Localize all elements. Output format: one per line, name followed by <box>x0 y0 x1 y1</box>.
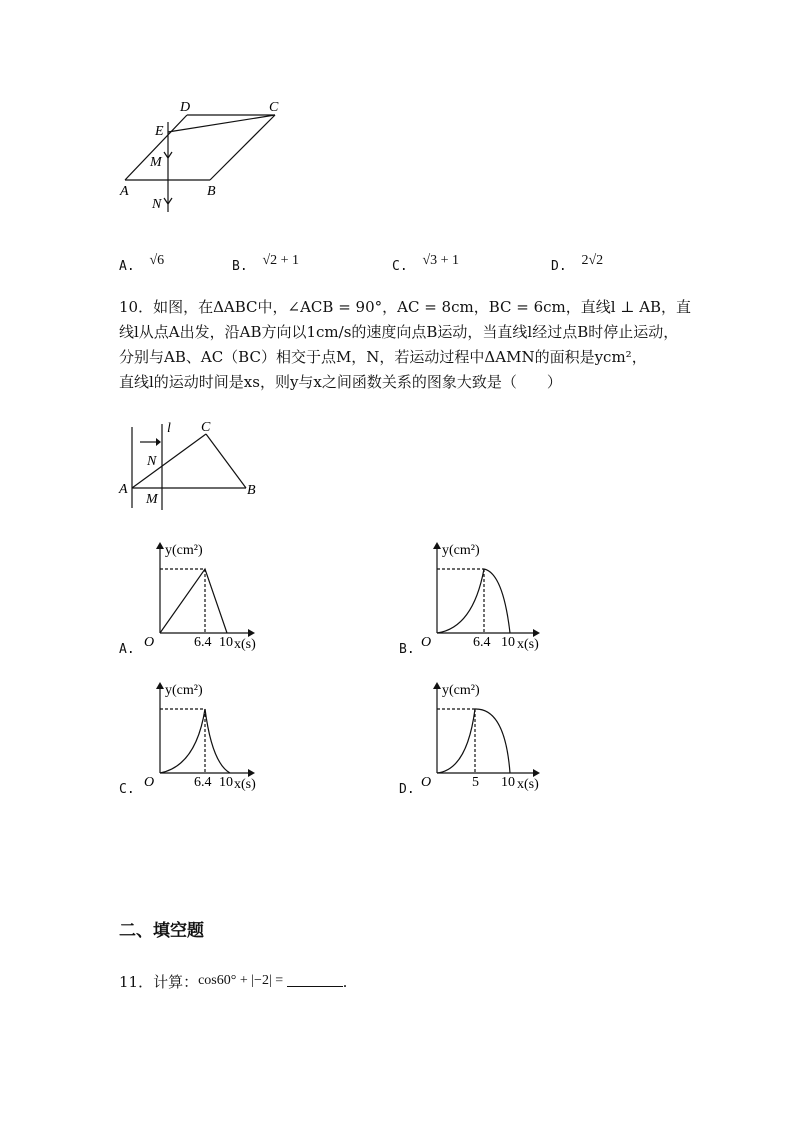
graph-b-letter: B. <box>399 642 415 657</box>
q9-option-c <box>392 254 459 278</box>
label-M: M <box>150 155 162 170</box>
label-E: E <box>155 124 164 139</box>
q11-expression: cos60° + |−2| = <box>198 973 287 988</box>
graph-tick1: 6.4 <box>194 635 212 650</box>
graph-tick2: 10 <box>501 775 515 790</box>
label-l: l <box>167 421 171 436</box>
graph-a-letter: A. <box>119 642 135 657</box>
graph-tick2: 10 <box>219 635 233 650</box>
q11-line <box>119 971 347 995</box>
graph-origin: O <box>144 635 155 650</box>
label-C: C <box>269 100 279 115</box>
triangle-figure <box>110 412 270 514</box>
q11-suffix: . <box>342 973 348 991</box>
graph-ylabel: y(cm²) <box>442 543 480 558</box>
label-N: N <box>152 197 162 212</box>
graph-xlabel: x(s) <box>517 637 539 652</box>
option-letter: C. <box>392 259 408 274</box>
graph-origin: O <box>144 775 155 790</box>
graph-ylabel: y(cm²) <box>165 543 203 558</box>
graph-tick1: 6.4 <box>194 775 212 790</box>
option-value: √3 + 1 <box>422 253 460 268</box>
option-letter: B. <box>232 259 248 274</box>
label-A: A <box>119 482 128 497</box>
graph-c-letter: C. <box>119 782 135 797</box>
graph-ylabel: y(cm²) <box>165 683 203 698</box>
q10-line-3: 分别与AB、AC（BC）相交于点M，N，若运动过程中ΔAMN的面积是ycm²， <box>119 348 647 366</box>
graph-origin: O <box>421 775 432 790</box>
option-value: √2 + 1 <box>262 253 300 268</box>
graph-a <box>138 538 258 658</box>
graph-tick1: 5 <box>472 775 479 790</box>
q10-line-4: 直线l的运动时间是xs，则y与x之间函数关系的图象大致是（ ） <box>119 373 562 391</box>
graph-b <box>415 538 545 658</box>
label-D: D <box>180 100 191 115</box>
label-C: C <box>201 420 211 435</box>
graph-origin: O <box>421 635 432 650</box>
q9-option-d <box>551 254 603 278</box>
graph-ylabel: y(cm²) <box>442 683 480 698</box>
section-heading: 二、填空题 <box>119 921 204 941</box>
label-N: N <box>147 454 157 469</box>
option-value: 2√2 <box>581 253 604 268</box>
graph-xlabel: x(s) <box>234 637 256 652</box>
q9-option-b <box>232 254 299 278</box>
option-letter: A. <box>119 259 135 274</box>
label-A: A <box>120 184 129 199</box>
graph-tick2: 10 <box>501 635 515 650</box>
label-B: B <box>247 483 256 498</box>
graph-xlabel: x(s) <box>517 777 539 792</box>
graph-tick1: 6.4 <box>473 635 491 650</box>
graph-c <box>138 678 258 798</box>
q11-answer-blank[interactable] <box>287 972 343 987</box>
q10-line-1: 10．如图，在ΔABC中，∠ACB = 90°，AC = 8cm，BC = 6cm，直线l ⊥ AB，直 <box>119 298 692 316</box>
parallelogram-figure <box>110 92 300 217</box>
label-B: B <box>207 184 216 199</box>
q10-line-2: 线l从点A出发，沿AB方向以1cm/s的速度向点B运动，当直线l经过点B时停止运动， <box>119 323 679 341</box>
graph-xlabel: x(s) <box>234 777 256 792</box>
option-letter: D. <box>551 259 567 274</box>
graph-tick2: 10 <box>219 775 233 790</box>
option-value: √6 <box>149 253 165 268</box>
q11-prefix: 11．计算： <box>119 973 199 991</box>
label-M: M <box>146 492 158 507</box>
graph-d-letter: D. <box>399 782 415 797</box>
q9-option-a <box>119 254 164 278</box>
graph-d <box>415 678 545 798</box>
